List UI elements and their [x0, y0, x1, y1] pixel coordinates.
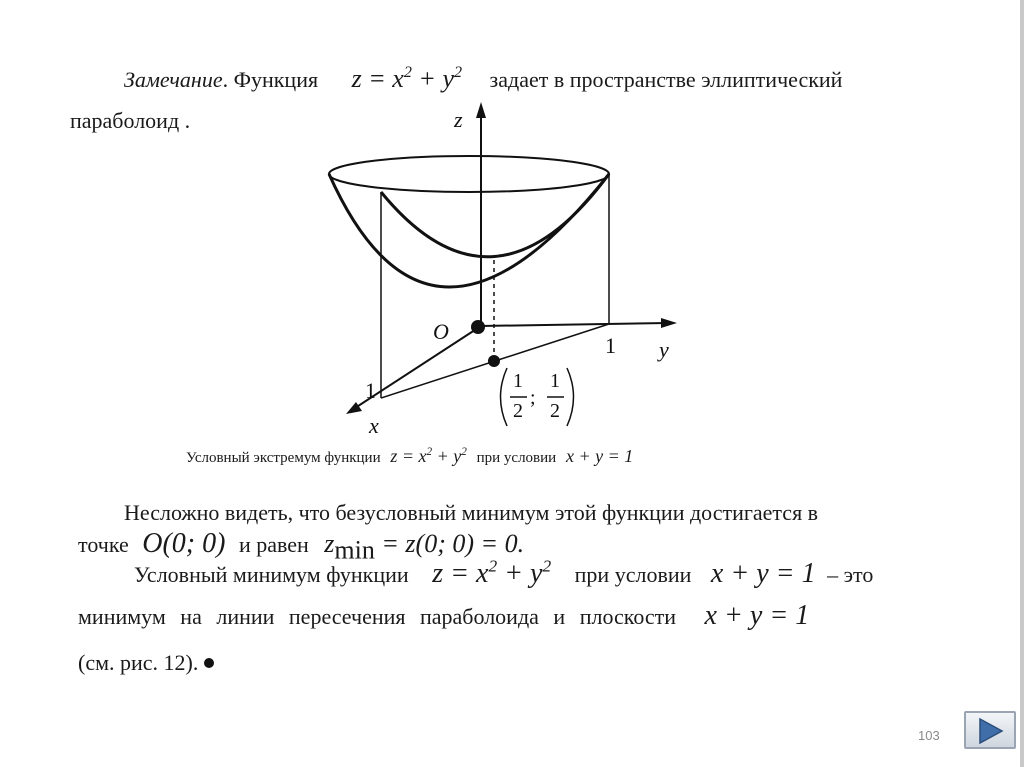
para2-line2-text: минимум на линии пересечения параболоида и плоскости: [78, 604, 677, 629]
origin-label: O: [433, 319, 449, 344]
remark-label: Замечание: [124, 67, 223, 92]
z-axis-label: z: [454, 107, 463, 132]
figure-caption: [186, 446, 633, 467]
y-axis-arrow: [661, 318, 677, 328]
para1-prefix: точке: [78, 532, 129, 557]
x-tick-label: 1: [365, 378, 376, 403]
play-triangle-icon: [978, 718, 1004, 744]
page-number: 103: [918, 728, 940, 743]
point-den-2: 2: [550, 400, 560, 422]
y-axis: [481, 323, 668, 326]
para2-condition: x + y = 1: [710, 558, 816, 589]
para2-suffix: – это: [827, 562, 874, 587]
x-axis-arrow: [346, 402, 362, 414]
remark-text-after: задает в пространстве эллиптический: [489, 67, 843, 92]
remark-line-1: [124, 64, 842, 94]
para2-line2-formula: x + y = 1: [704, 600, 810, 631]
caption-text-2: при условии: [476, 450, 557, 466]
para2-line-1: [134, 558, 873, 590]
point-den-1: 2: [513, 400, 523, 422]
para2-line3-text: (см. рис. 12).: [78, 650, 199, 675]
x-axis: [352, 326, 481, 410]
x-axis-label: x: [369, 413, 379, 438]
para1-zmin: $z_{min} = z(0$; 0) = 0.: [324, 529, 525, 565]
para1-point: O(0; 0): [142, 528, 226, 559]
point-num-2: 1: [550, 370, 560, 392]
y-axis-label: y: [659, 337, 669, 362]
left-paren: [501, 368, 508, 426]
para2-line-2: [78, 600, 809, 632]
top-ellipse: [329, 156, 609, 192]
right-paren: [567, 368, 574, 426]
plane-trace-line: [381, 324, 609, 398]
origin-point: [471, 320, 485, 334]
caption-formula-2: x + y = 1: [565, 446, 634, 466]
para2-formula: $z = x^2 + y^2$: [432, 556, 552, 589]
para2-prefix: Условный минимум функции: [134, 562, 409, 587]
para1-line-2: [78, 528, 525, 565]
end-of-proof-bullet: [204, 658, 214, 668]
para2-line-3: [78, 650, 214, 676]
point-separator: ;: [530, 387, 536, 409]
conditional-min-point: [488, 355, 500, 367]
y-tick-label: 1: [605, 333, 616, 358]
para1-line-1: Несложно видеть, что безусловный минимум этой функции достигается в: [124, 500, 819, 525]
para2-mid: при условии: [574, 562, 692, 587]
caption-text-1: Условный экстремум функции: [186, 450, 381, 466]
z-axis-arrow: [476, 102, 486, 118]
para1-mid: и равен: [238, 532, 309, 557]
remark-text-before: . Функция: [222, 67, 319, 92]
next-slide-button[interactable]: [964, 711, 1016, 749]
parabola-intersection: [381, 174, 609, 257]
parabola-main: [329, 174, 609, 287]
remark-line-2: параболоид .: [70, 108, 191, 133]
point-num-1: 1: [513, 370, 523, 392]
caption-formula-1: $z = x^2 + y^2$: [390, 446, 467, 466]
remark-formula: $z = x^2 + y^2$: [351, 64, 463, 93]
